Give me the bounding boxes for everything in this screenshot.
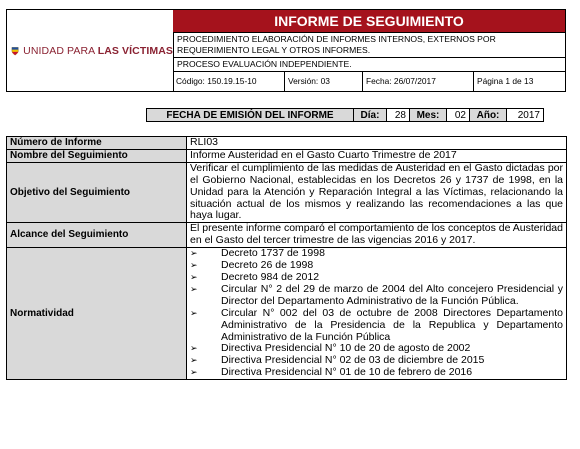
emission-date-label: FECHA DE EMISIÓN DEL INFORME (146, 108, 354, 122)
regulations-label: Normatividad (7, 248, 187, 380)
page-number: Página 1 de 13 (477, 76, 534, 86)
scope-value: El presente informe comparó el comportamiento de los conceptos de Austeridad en el Gasto del tercer trimestre de las vigencias 2016 y 2017. (187, 223, 567, 248)
document-date: Fecha: 26/07/2017 (363, 72, 474, 91)
month-value: 02 (446, 108, 470, 122)
regulations-list (190, 248, 563, 379)
procedure-line: PROCEDIMIENTO ELABORACIÓN DE INFORMES INTERNOS, EXTERNOS POR REQUERIMIENTO LEGAL Y OTROS INFORMES. (173, 33, 565, 58)
emission-date-row (146, 108, 544, 122)
day-label: Día: (353, 108, 387, 122)
arrow-bullet-icon: ➢ (190, 355, 198, 366)
document-meta (173, 72, 565, 91)
report-info-table (6, 136, 567, 380)
day-value: 28 (386, 108, 410, 122)
report-number-value: RLI03 (187, 137, 567, 150)
arrow-bullet-icon: ➢ (190, 260, 198, 271)
logo-text: UNIDAD PARA LAS VÍCTIMAS (23, 44, 173, 57)
table-row (7, 137, 567, 150)
document-code: Código: 150.19.15-10 (173, 72, 285, 91)
list-item: ➢ Decreto 984 de 2012 (190, 270, 320, 283)
list-item: ➢ Directiva Presidencial N° 10 de 20 de agosto de 2002 (190, 342, 471, 355)
document-version: Versión: 03 (285, 72, 363, 91)
year-label: Año: (469, 108, 507, 122)
list-item: ➢ Decreto 1737 de 1998 (190, 247, 325, 260)
arrow-bullet-icon: ➢ (190, 248, 198, 259)
regulations-value (187, 248, 567, 380)
table-row (7, 149, 567, 162)
tracking-name-value: Informe Austeridad en el Gasto Cuarto Trimestre de 2017 (187, 149, 567, 162)
objective-label: Objetivo del Seguimiento (7, 162, 187, 223)
objective-value: Verificar el cumplimiento de las medidas de Austeridad en el Gasto dictadas por el Gobierno Nacional, establecidas en los Decretos 26 y 1737 de 1998, en la Unidad para la Atención y Reparación Integral a las Víctimas, relacionando la situación actual de los mismos y realizando las recomendaciones a las que haya lugar. (187, 162, 567, 223)
document-header (6, 9, 566, 92)
arrow-bullet-icon: ➢ (190, 307, 198, 318)
list-item: ➢ Directiva Presidencial N° 02 de 03 de diciembre de 2015 (190, 354, 485, 367)
table-row (7, 223, 567, 248)
list-item: ➢ Circular N° 002 del 03 de octubre de 2008 Directores Departamento Administrativo de la Presidencia de la Republica y Departamento Administrativo de la Función Pública (190, 306, 563, 343)
list-item: ➢ Directiva Presidencial N° 01 de 10 de febrero de 2016 (190, 366, 473, 379)
logo (7, 10, 174, 91)
year-value: 2017 (506, 108, 544, 122)
list-item: ➢ Circular N° 2 del 29 de marzo de 2004 del Alto concejero Presidencial y Director del Departamento Administrativo de la Función Pública. (190, 282, 563, 307)
arrow-bullet-icon: ➢ (190, 271, 198, 282)
arrow-bullet-icon: ➢ (190, 283, 198, 294)
document-title: INFORME DE SEGUIMIENTO (173, 10, 565, 33)
table-row (7, 248, 567, 380)
arrow-bullet-icon: ➢ (190, 343, 198, 354)
tracking-name-label: Nombre del Seguimiento (7, 149, 187, 162)
arrow-bullet-icon: ➢ (190, 367, 198, 378)
process-line: PROCESO EVALUACIÓN INDEPENDIENTE. (173, 58, 565, 72)
month-label: Mes: (409, 108, 447, 122)
report-number-label: Número de Informe (7, 137, 187, 150)
list-item: ➢ Decreto 26 de 1998 (190, 259, 314, 272)
coat-of-arms-icon (11, 41, 19, 61)
table-row (7, 162, 567, 223)
scope-label: Alcance del Seguimiento (7, 223, 187, 248)
